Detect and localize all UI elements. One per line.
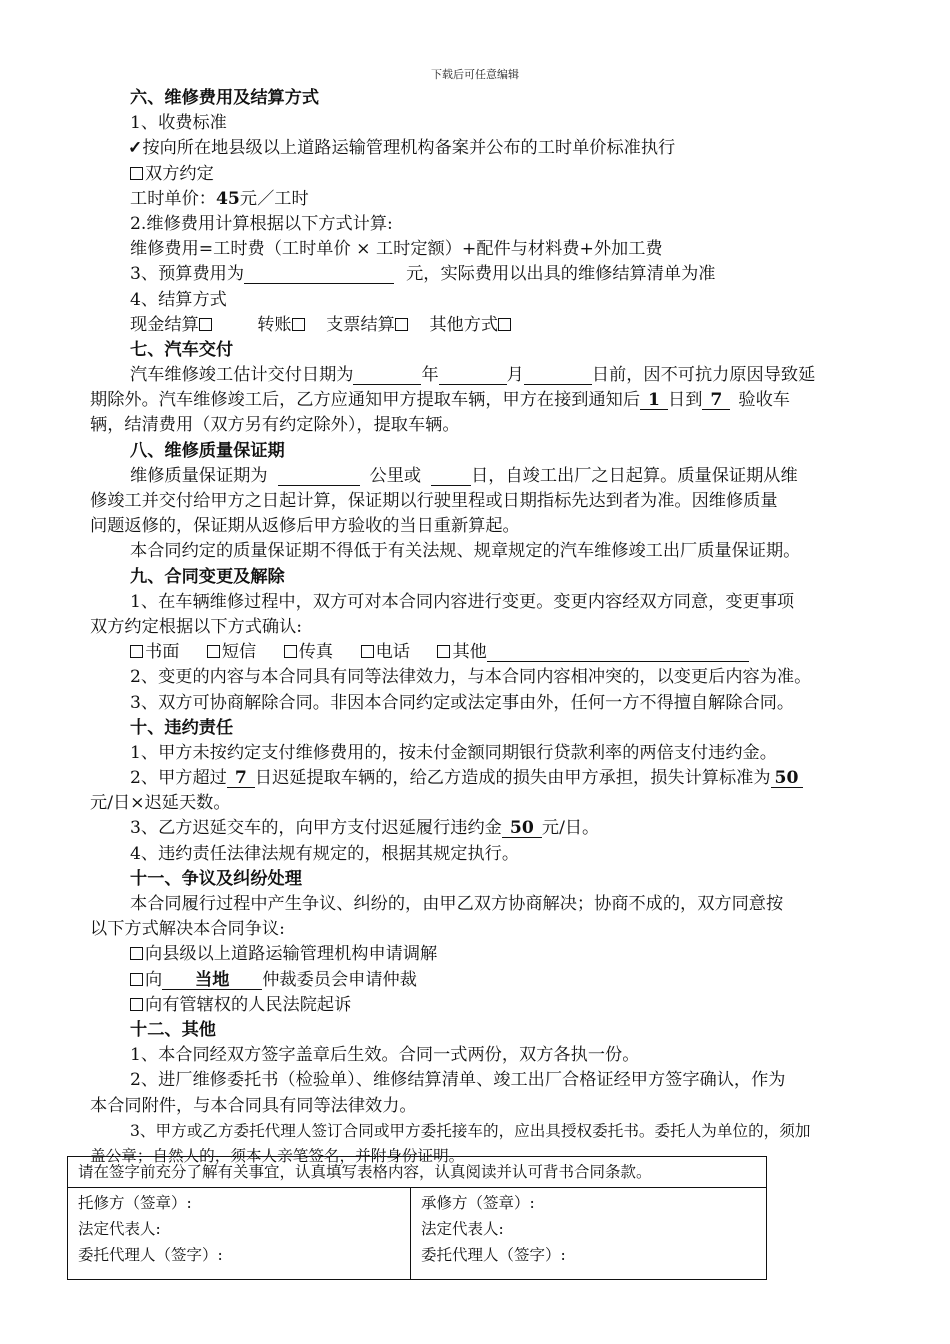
warranty-line-4: 本合同约定的质量保证期不得低于有关法规、规章规定的汽车维修竣工出厂质量保证期。: [130, 541, 801, 562]
warranty-line-1: 维修质量保证期为 公里或 日，自竣工出厂之日起算。质量保证期从维: [130, 465, 798, 486]
contractor-seal-label: 承修方（签章）:: [421, 1194, 535, 1212]
budget-line: 3、预算费用为 元，实际费用以出具的维修结算清单为准: [130, 264, 716, 285]
contractor-agent-label: 委托代理人（签字）:: [421, 1246, 566, 1264]
delivery-line-2: 期除外。汽车维修竣工后，乙方应通知甲方提取车辆，甲方在接到通知后 1 日到 7 验收车: [90, 390, 790, 411]
checkbox-icon[interactable]: [207, 645, 220, 658]
month-blank[interactable]: [439, 363, 507, 385]
checkbox-icon[interactable]: [130, 973, 143, 986]
checkbox-icon[interactable]: [130, 947, 143, 960]
checkbox-icon[interactable]: [498, 318, 511, 331]
contract-body: [90, 86, 875, 1169]
checkbox-icon[interactable]: [199, 318, 212, 331]
warranty-day-blank[interactable]: [431, 464, 471, 486]
late-pickup-days[interactable]: 7: [227, 766, 255, 788]
settlement-options: [130, 313, 875, 338]
client-agent-label: 委托代理人（签字）:: [78, 1246, 223, 1264]
breach-line-5: 4、违约责任法律法规有规定的，根据其规定执行。: [130, 843, 520, 864]
fee-calc-label: 2.维修费用计算根据以下方式计算:: [130, 213, 393, 234]
checkbox-icon[interactable]: [284, 645, 297, 658]
delivery-date-line: 汽车维修竣工估计交付日期为 年 月 日前，因不可抗力原因导致延: [130, 365, 816, 386]
section-12-title: 十二、其他: [130, 1019, 216, 1040]
fee-option-standard[interactable]: ✓按向所在地县级以上道路运输管理机构备案并公布的工时单价标准执行: [128, 138, 676, 159]
section-6-title: 六、维修费用及结算方式: [130, 88, 320, 108]
fee-formula: 维修费用=工时费（工时单价 × 工时定额）+配件与材料费+外加工费: [130, 239, 663, 260]
budget-blank[interactable]: [244, 262, 394, 284]
opt-phone[interactable]: 电话: [361, 642, 410, 662]
change-line-1: 1、在车辆维修过程中，双方可对本合同内容进行变更。变更内容经双方同意，变更事项: [130, 591, 795, 612]
other-method-blank[interactable]: [487, 640, 749, 662]
pay-transfer[interactable]: 转账: [257, 315, 306, 335]
client-seal-label: 托修方（签章）:: [78, 1194, 192, 1212]
other-line-1: 1、本合同经双方签字盖章后生效。合同一式两份，双方各执一份。: [130, 1045, 640, 1066]
warranty-line-3: 问题返修的，保证期从返修后甲方验收的当日重新算起。: [90, 516, 520, 537]
fee-option-agreed[interactable]: 双方约定: [130, 162, 875, 187]
opt-fax[interactable]: 传真: [284, 642, 333, 662]
arbitration-place[interactable]: 当地: [162, 968, 262, 990]
checkbox-icon[interactable]: [130, 998, 143, 1011]
signature-table: [67, 1156, 767, 1280]
fee-standard-label: 1、收费标准: [130, 113, 227, 134]
warranty-line-2: 修竣工并交付给甲方之日起计算，保证期以行驶里程或日期指标先达到者为准。因维修质量: [90, 491, 778, 511]
warranty-km-blank[interactable]: [278, 464, 360, 486]
checkbox-icon[interactable]: [437, 645, 450, 658]
check-icon: ✓: [128, 138, 143, 159]
breach-line-2: 2、甲方超过 7 日迟延提取车辆的，给乙方造成的损失由甲方承担，损失计算标准为 50: [130, 766, 875, 791]
checkbox-icon[interactable]: [130, 645, 143, 658]
client-signature-cell[interactable]: [68, 1188, 411, 1280]
opt-written[interactable]: 书面: [130, 642, 179, 662]
pay-other[interactable]: 其他方式: [429, 315, 513, 335]
confirm-options: [130, 640, 875, 665]
late-delivery-penalty[interactable]: 50: [502, 816, 542, 838]
section-10-title: 十、违约责任: [130, 717, 234, 738]
pickup-day-from[interactable]: 1: [640, 388, 668, 410]
section-8-title: 八、维修质量保证期: [130, 440, 285, 461]
other-line-5: 盖公章；自然人的，须本人亲笔签名，并附身份证明。: [90, 1146, 465, 1165]
pay-cash[interactable]: 现金结算: [130, 315, 214, 335]
checkbox-icon[interactable]: [361, 645, 374, 658]
change-line-4: 3、双方可协商解除合同。非因本合同约定或法定事由外，任何一方不得擅自解除合同。: [130, 692, 795, 713]
day-blank[interactable]: [524, 363, 592, 385]
client-legal-rep-label: 法定代表人:: [78, 1220, 161, 1238]
checkbox-icon[interactable]: [395, 318, 408, 331]
signature-notice: 请在签字前充分了解有关事宜，认真填写表格内容，认真阅读并认可背书合同条款。: [68, 1157, 767, 1188]
year-blank[interactable]: [353, 363, 421, 385]
checkbox-icon[interactable]: [130, 167, 143, 180]
opt-sms[interactable]: 短信: [207, 642, 256, 662]
delivery-line-3: 辆，结清费用（双方另有约定除外），提取车辆。: [90, 415, 460, 436]
hour-rate-value: 45: [215, 188, 240, 209]
checkbox-icon[interactable]: [292, 318, 305, 331]
dispute-opt-court[interactable]: 向有管辖权的人民法院起诉: [130, 993, 875, 1018]
opt-other[interactable]: 其他: [437, 642, 486, 662]
breach-line-4: 3、乙方迟延交车的，向甲方支付迟延履行违约金 50 元/日。: [130, 818, 600, 839]
pay-cheque[interactable]: 支票结算: [326, 315, 410, 335]
contractor-legal-rep-label: 法定代表人:: [421, 1220, 504, 1238]
dispute-opt-arbitration[interactable]: 向 当地 仲裁委员会申请仲裁: [130, 968, 875, 993]
loss-rate[interactable]: 50: [771, 766, 803, 788]
change-line-2: 双方约定根据以下方式确认:: [90, 616, 303, 637]
dispute-opt-mediation[interactable]: 向县级以上道路运输管理机构申请调解: [130, 942, 875, 967]
section-9-title: 九、合同变更及解除: [130, 566, 285, 587]
breach-line-1: 1、甲方未按约定支付维修费用的，按未付金额同期银行贷款利率的两倍支付违约金。: [130, 742, 777, 763]
pickup-day-to[interactable]: 7: [702, 388, 730, 410]
breach-line-3: 元/日×迟延天数。: [90, 793, 231, 814]
header-note: 下载后可任意编辑: [431, 68, 519, 81]
contractor-signature-cell[interactable]: [411, 1188, 767, 1280]
dispute-line-2: 以下方式解决本合同争议:: [90, 919, 285, 940]
hour-rate: 工时单价：45元／工时: [130, 188, 309, 209]
other-line-3: 本合同附件，与本合同具有同等法律效力。: [90, 1095, 417, 1116]
other-line-2: 2、进厂维修委托书（检验单）、维修结算清单、竣工出厂合格证经甲方签字确认，作为: [130, 1070, 786, 1091]
change-line-3: 2、变更的内容与本合同具有同等法律效力，与本合同内容相冲突的，以变更后内容为准。: [130, 667, 812, 688]
other-line-4: 3、甲方或乙方委托代理人签订合同或甲方委托接车的，应出具授权委托书。委托人为单位的，须加: [130, 1121, 811, 1140]
section-7-title: 七、汽车交付: [130, 339, 234, 360]
dispute-line-1: 本合同履行过程中产生争议、纠纷的，由甲乙双方协商解决；协商不成的，双方同意按: [130, 894, 784, 914]
settlement-label: 4、结算方式: [130, 289, 227, 310]
section-11-title: 十一、争议及纠纷处理: [130, 868, 302, 889]
